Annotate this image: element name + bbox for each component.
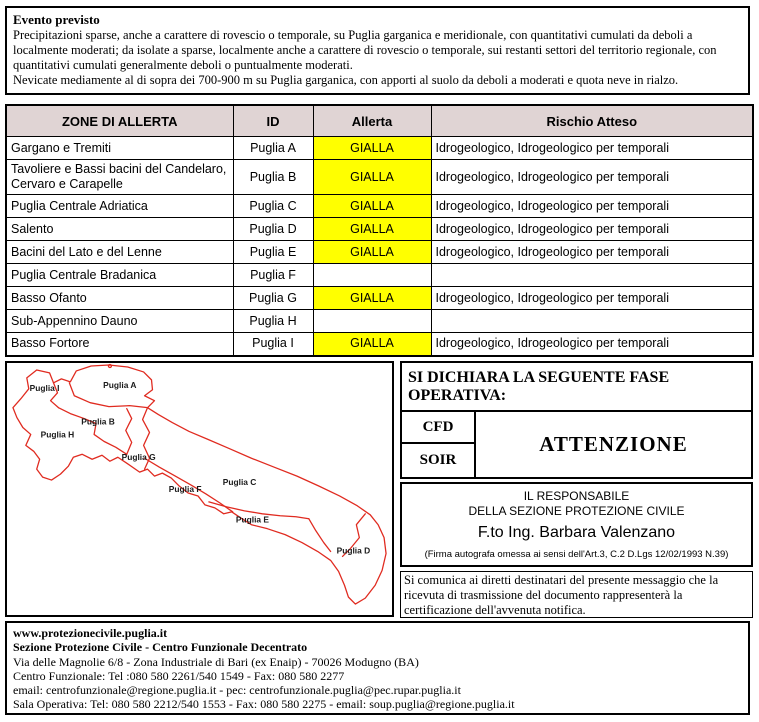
allerta-cell: GIALLA xyxy=(313,160,431,195)
rischio-cell: Idrogeologico, Idrogeologico per temporali xyxy=(431,160,753,195)
footer-website: www.protezionecivile.puglia.it xyxy=(13,626,168,640)
allerta-cell: GIALLA xyxy=(313,137,431,160)
zone-cell: Basso Ofanto xyxy=(6,287,233,310)
zone-cell: Gargano e Tremiti xyxy=(6,137,233,160)
allerta-cell: GIALLA xyxy=(313,218,431,241)
map-zone-label: Puglia E xyxy=(235,514,270,525)
map-zone-label: Puglia D xyxy=(336,545,371,556)
rischio-cell: Idrogeologico, Idrogeologico per temporali xyxy=(431,287,753,310)
puglia-map-box xyxy=(5,361,394,617)
footer-address: Via delle Magnolie 6/8 - Zona Industriale di Bari (ex Enaip) - 70026 Modugno (BA) xyxy=(13,654,419,669)
puglia-map xyxy=(7,363,392,615)
zone-cell: Puglia Centrale Bradanica xyxy=(6,264,233,287)
fase-operativa-title: SI DICHIARA LA SEGUENTE FASE OPERATIVA: xyxy=(402,363,751,412)
map-zone-label: Puglia C xyxy=(222,477,257,488)
id-cell: Puglia F xyxy=(233,264,313,287)
rischio-cell: Idrogeologico, Idrogeologico per temporali xyxy=(431,333,753,356)
id-cell: Puglia C xyxy=(233,195,313,218)
zone-cell: Sub-Appennino Dauno xyxy=(6,310,233,333)
rischio-cell: Idrogeologico, Idrogeologico per temporali xyxy=(431,218,753,241)
evento-title: Evento previsto xyxy=(13,12,100,27)
cfd-label: CFD xyxy=(402,412,476,444)
evento-paragraph-1: Precipitazioni sparse, anche a carattere di rovescio o temporale, su Puglia garganica e meridionale, con quantitativi cumulati da deboli a localmente moderati; da isolate a sparse, localmente anche a carattere di rovescio o temporale, sui restanti settori del territorio regionale, con quantitativi cumulati generalmente deboli o puntualmente moderati. xyxy=(13,28,717,72)
id-cell: Puglia E xyxy=(233,241,313,264)
rischio-cell xyxy=(431,264,753,287)
alert-table-body xyxy=(6,137,753,356)
allerta-cell: GIALLA xyxy=(313,287,431,310)
zone-cell: Bacini del Lato e del Lenne xyxy=(6,241,233,264)
notification-notice: Si comunica ai diretti destinatari del presente messaggio che la ricevuta di trasmissione del documento rappresenterà la certificazione dell'avvenuta notifica. xyxy=(400,571,753,618)
rischio-cell: Idrogeologico, Idrogeologico per temporali xyxy=(431,195,753,218)
map-label-layer xyxy=(30,380,371,556)
id-cell: Puglia I xyxy=(233,333,313,356)
map-zone-label: Puglia A xyxy=(103,379,137,390)
table-row xyxy=(6,333,753,356)
table-row xyxy=(6,310,753,333)
table-row xyxy=(6,241,753,264)
alert-zones-table xyxy=(5,104,754,357)
table-row xyxy=(6,195,753,218)
id-cell: Puglia G xyxy=(233,287,313,310)
id-cell: Puglia D xyxy=(233,218,313,241)
soir-label: SOIR xyxy=(402,444,476,477)
header-zone: ZONE DI ALLERTA xyxy=(6,105,233,137)
zone-cell: Basso Fortore xyxy=(6,333,233,356)
header-allerta: Allerta xyxy=(313,105,431,137)
rischio-cell: Idrogeologico, Idrogeologico per temporali xyxy=(431,241,753,264)
zone-cell: Tavoliere e Bassi bacini del Candelaro, Cervaro e Carapelle xyxy=(6,160,233,195)
rischio-cell: Idrogeologico, Idrogeologico per temporali xyxy=(431,137,753,160)
table-row xyxy=(6,160,753,195)
footer-department: Sezione Protezione Civile - Centro Funzionale Decentrato xyxy=(13,640,308,655)
map-zone-label: Puglia G xyxy=(121,452,156,463)
id-cell: Puglia H xyxy=(233,310,313,333)
table-header-row xyxy=(6,105,753,137)
signature-role-line-2: DELLA SEZIONE PROTEZIONE CIVILE xyxy=(468,504,685,518)
signature-role-line-1: IL RESPONSABILE xyxy=(523,489,630,503)
header-id: ID xyxy=(233,105,313,137)
signature-name: F.to Ing. Barbara Valenzano xyxy=(477,524,676,541)
rischio-cell xyxy=(431,310,753,333)
fase-operativa-value: ATTENZIONE xyxy=(539,432,688,456)
footer-box xyxy=(5,621,750,715)
id-cell: Puglia B xyxy=(233,160,313,195)
zone-cell: Puglia Centrale Adriatica xyxy=(6,195,233,218)
signature-disclaimer: (Firma autografa omessa ai sensi dell'Art.3, C.2 D.Lgs 12/02/1993 N.39) xyxy=(424,549,729,560)
allerta-cell xyxy=(313,310,431,333)
id-cell: Puglia A xyxy=(233,137,313,160)
allerta-cell: GIALLA xyxy=(313,333,431,356)
footer-centro-funzionale: Centro Funzionale: Tel :080 580 2261/540 1549 - Fax: 080 580 2277 xyxy=(13,668,345,683)
table-row xyxy=(6,218,753,241)
map-zone-label: Puglia F xyxy=(168,483,202,494)
map-zone-label: Puglia B xyxy=(81,416,115,427)
evento-previsto-box xyxy=(5,6,750,95)
table-row xyxy=(6,137,753,160)
footer-emails: email: centrofunzionale@regione.puglia.it - pec: centrofunzionale.puglia@pec.rupar.puglia.it xyxy=(13,683,461,698)
evento-paragraph-2: Nevicate mediamente al di sopra dei 700-900 m su Puglia garganica, con apporti al suolo da deboli a moderati e quota neve in rialzo. xyxy=(13,73,679,87)
zone-cell: Salento xyxy=(6,218,233,241)
header-rischio: Rischio Atteso xyxy=(431,105,753,137)
map-zone-label: Puglia H xyxy=(40,429,75,440)
allerta-cell: GIALLA xyxy=(313,241,431,264)
allerta-cell: GIALLA xyxy=(313,195,431,218)
map-zone-label: Puglia I xyxy=(29,382,60,393)
table-row xyxy=(6,264,753,287)
allerta-cell xyxy=(313,264,431,287)
table-row xyxy=(6,287,753,310)
footer-sala-operativa: Sala Operativa: Tel: 080 580 2212/540 1553 - Fax: 080 580 2275 - email: soup.puglia@regione.puglia.it xyxy=(13,697,515,712)
fase-operativa-box xyxy=(400,361,753,479)
signature-box xyxy=(400,482,753,567)
